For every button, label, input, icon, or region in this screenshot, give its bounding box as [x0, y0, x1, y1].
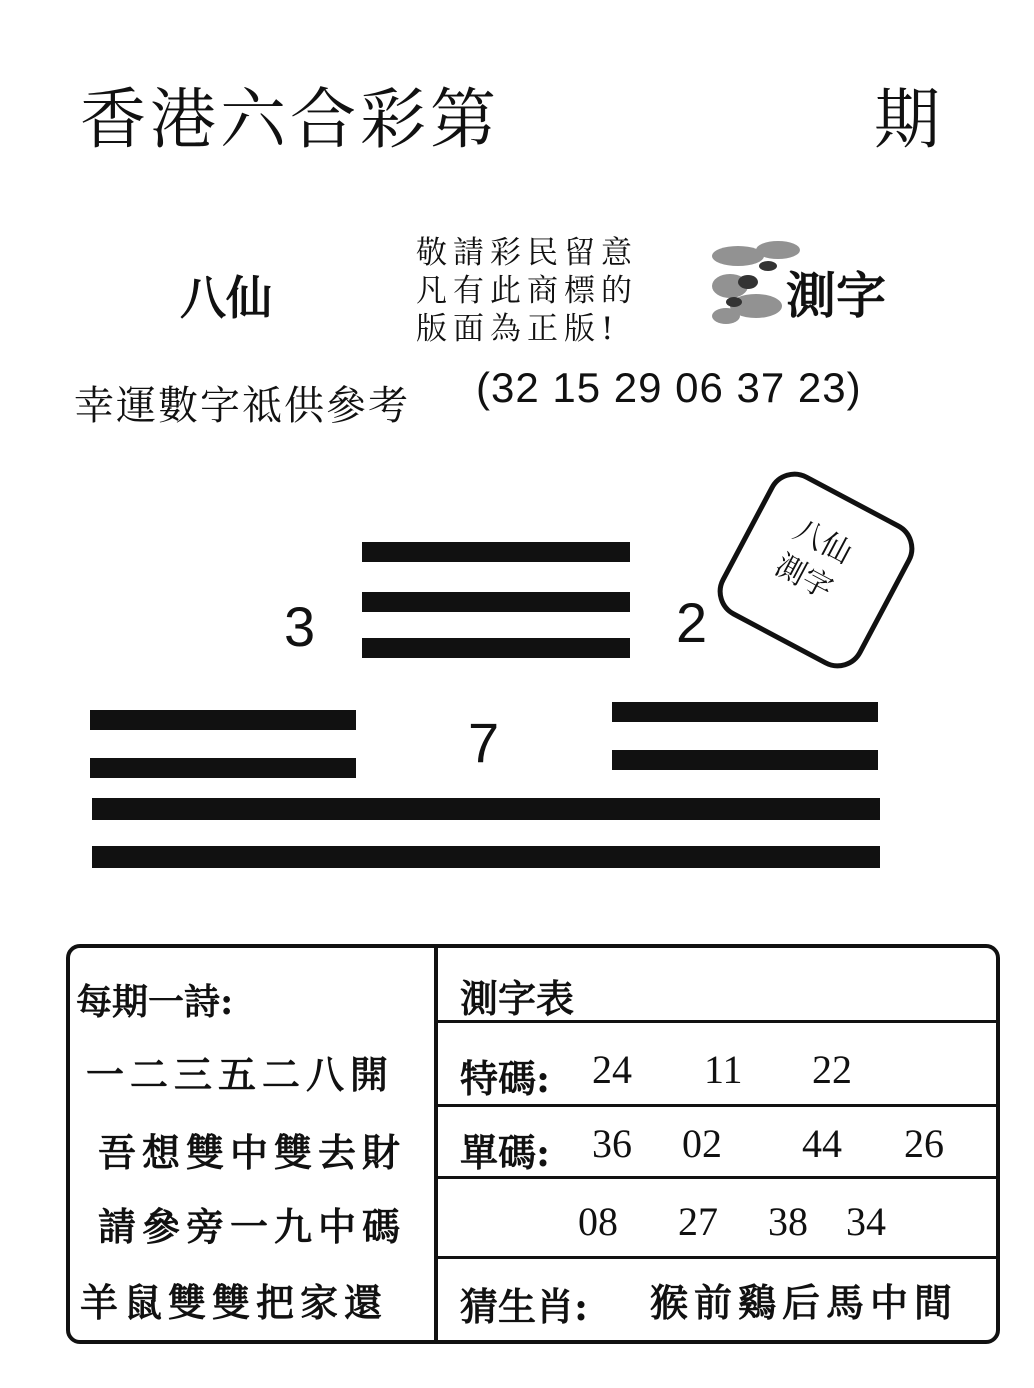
single-number: 44 — [802, 1121, 842, 1166]
single-label — [460, 1122, 550, 1177]
divider — [438, 1256, 1000, 1259]
poem-line: 羊鼠雙雙把家還 — [80, 1280, 389, 1325]
special-label-text: 特碼: — [460, 1056, 551, 1101]
zodiac-value: 猴前鷄后馬中間 — [650, 1280, 959, 1325]
trigram-number-center: 7 — [468, 711, 500, 774]
table-header-label: 測字表 — [460, 976, 575, 1021]
single-number: 38 — [768, 1199, 808, 1244]
trigram-bar — [612, 750, 878, 770]
trigram-bar — [90, 710, 356, 730]
single-number: 02 — [682, 1121, 722, 1166]
notice-line: 版面為正版! — [416, 311, 620, 347]
poem-title: 每期一詩: — [76, 981, 234, 1023]
single-label-text: 單碼: — [460, 1130, 551, 1175]
poem-line: 一二三五二八開 — [86, 1052, 395, 1097]
special-number: 24 — [592, 1047, 632, 1092]
page-title: 香港六合彩第 — [80, 81, 500, 158]
trigram-bar — [612, 702, 878, 722]
divider — [438, 1104, 1000, 1107]
trigram-number-right: 2 — [676, 591, 708, 654]
logo-label: 測字 — [786, 267, 886, 325]
single-number: 27 — [678, 1199, 718, 1244]
authenticity-notice — [416, 234, 638, 348]
notice-line: 敬請彩民留意 — [416, 235, 638, 271]
lucky-numbers-label: 幸運數字祗供參考 — [74, 383, 410, 429]
single-number: 36 — [592, 1121, 632, 1166]
trigram-bar — [90, 758, 356, 778]
single-number: 34 — [846, 1199, 886, 1244]
stamp-line: 測字 — [769, 547, 839, 607]
notice-line: 凡有此商標的 — [416, 273, 638, 309]
divider — [434, 948, 438, 1342]
table-header — [460, 968, 574, 1023]
single-number: 26 — [904, 1121, 944, 1166]
brand-name: 八仙 — [180, 271, 272, 325]
zodiac-row — [460, 1276, 588, 1331]
poem-line: 吾想雙中雙去財 — [98, 1130, 407, 1175]
special-number: 22 — [812, 1047, 852, 1092]
zodiac-label: 猜生肖: — [460, 1284, 589, 1329]
single-number: 08 — [578, 1199, 618, 1244]
trigram-number-left: 3 — [284, 595, 316, 658]
trigram-bar — [92, 846, 880, 868]
special-label — [460, 1048, 550, 1103]
trigram-bar — [362, 638, 630, 658]
poem-line: 請參旁一九中碼 — [98, 1204, 407, 1249]
lucky-numbers: (32 15 29 06 37 23) — [476, 364, 862, 411]
stamp-line: 八仙 — [787, 512, 858, 572]
trigram-bar — [362, 592, 630, 612]
trigram-bar — [92, 798, 880, 820]
special-number: 11 — [704, 1047, 743, 1092]
page-title-suffix: 期 — [874, 81, 940, 158]
trigram-bar — [362, 542, 630, 562]
